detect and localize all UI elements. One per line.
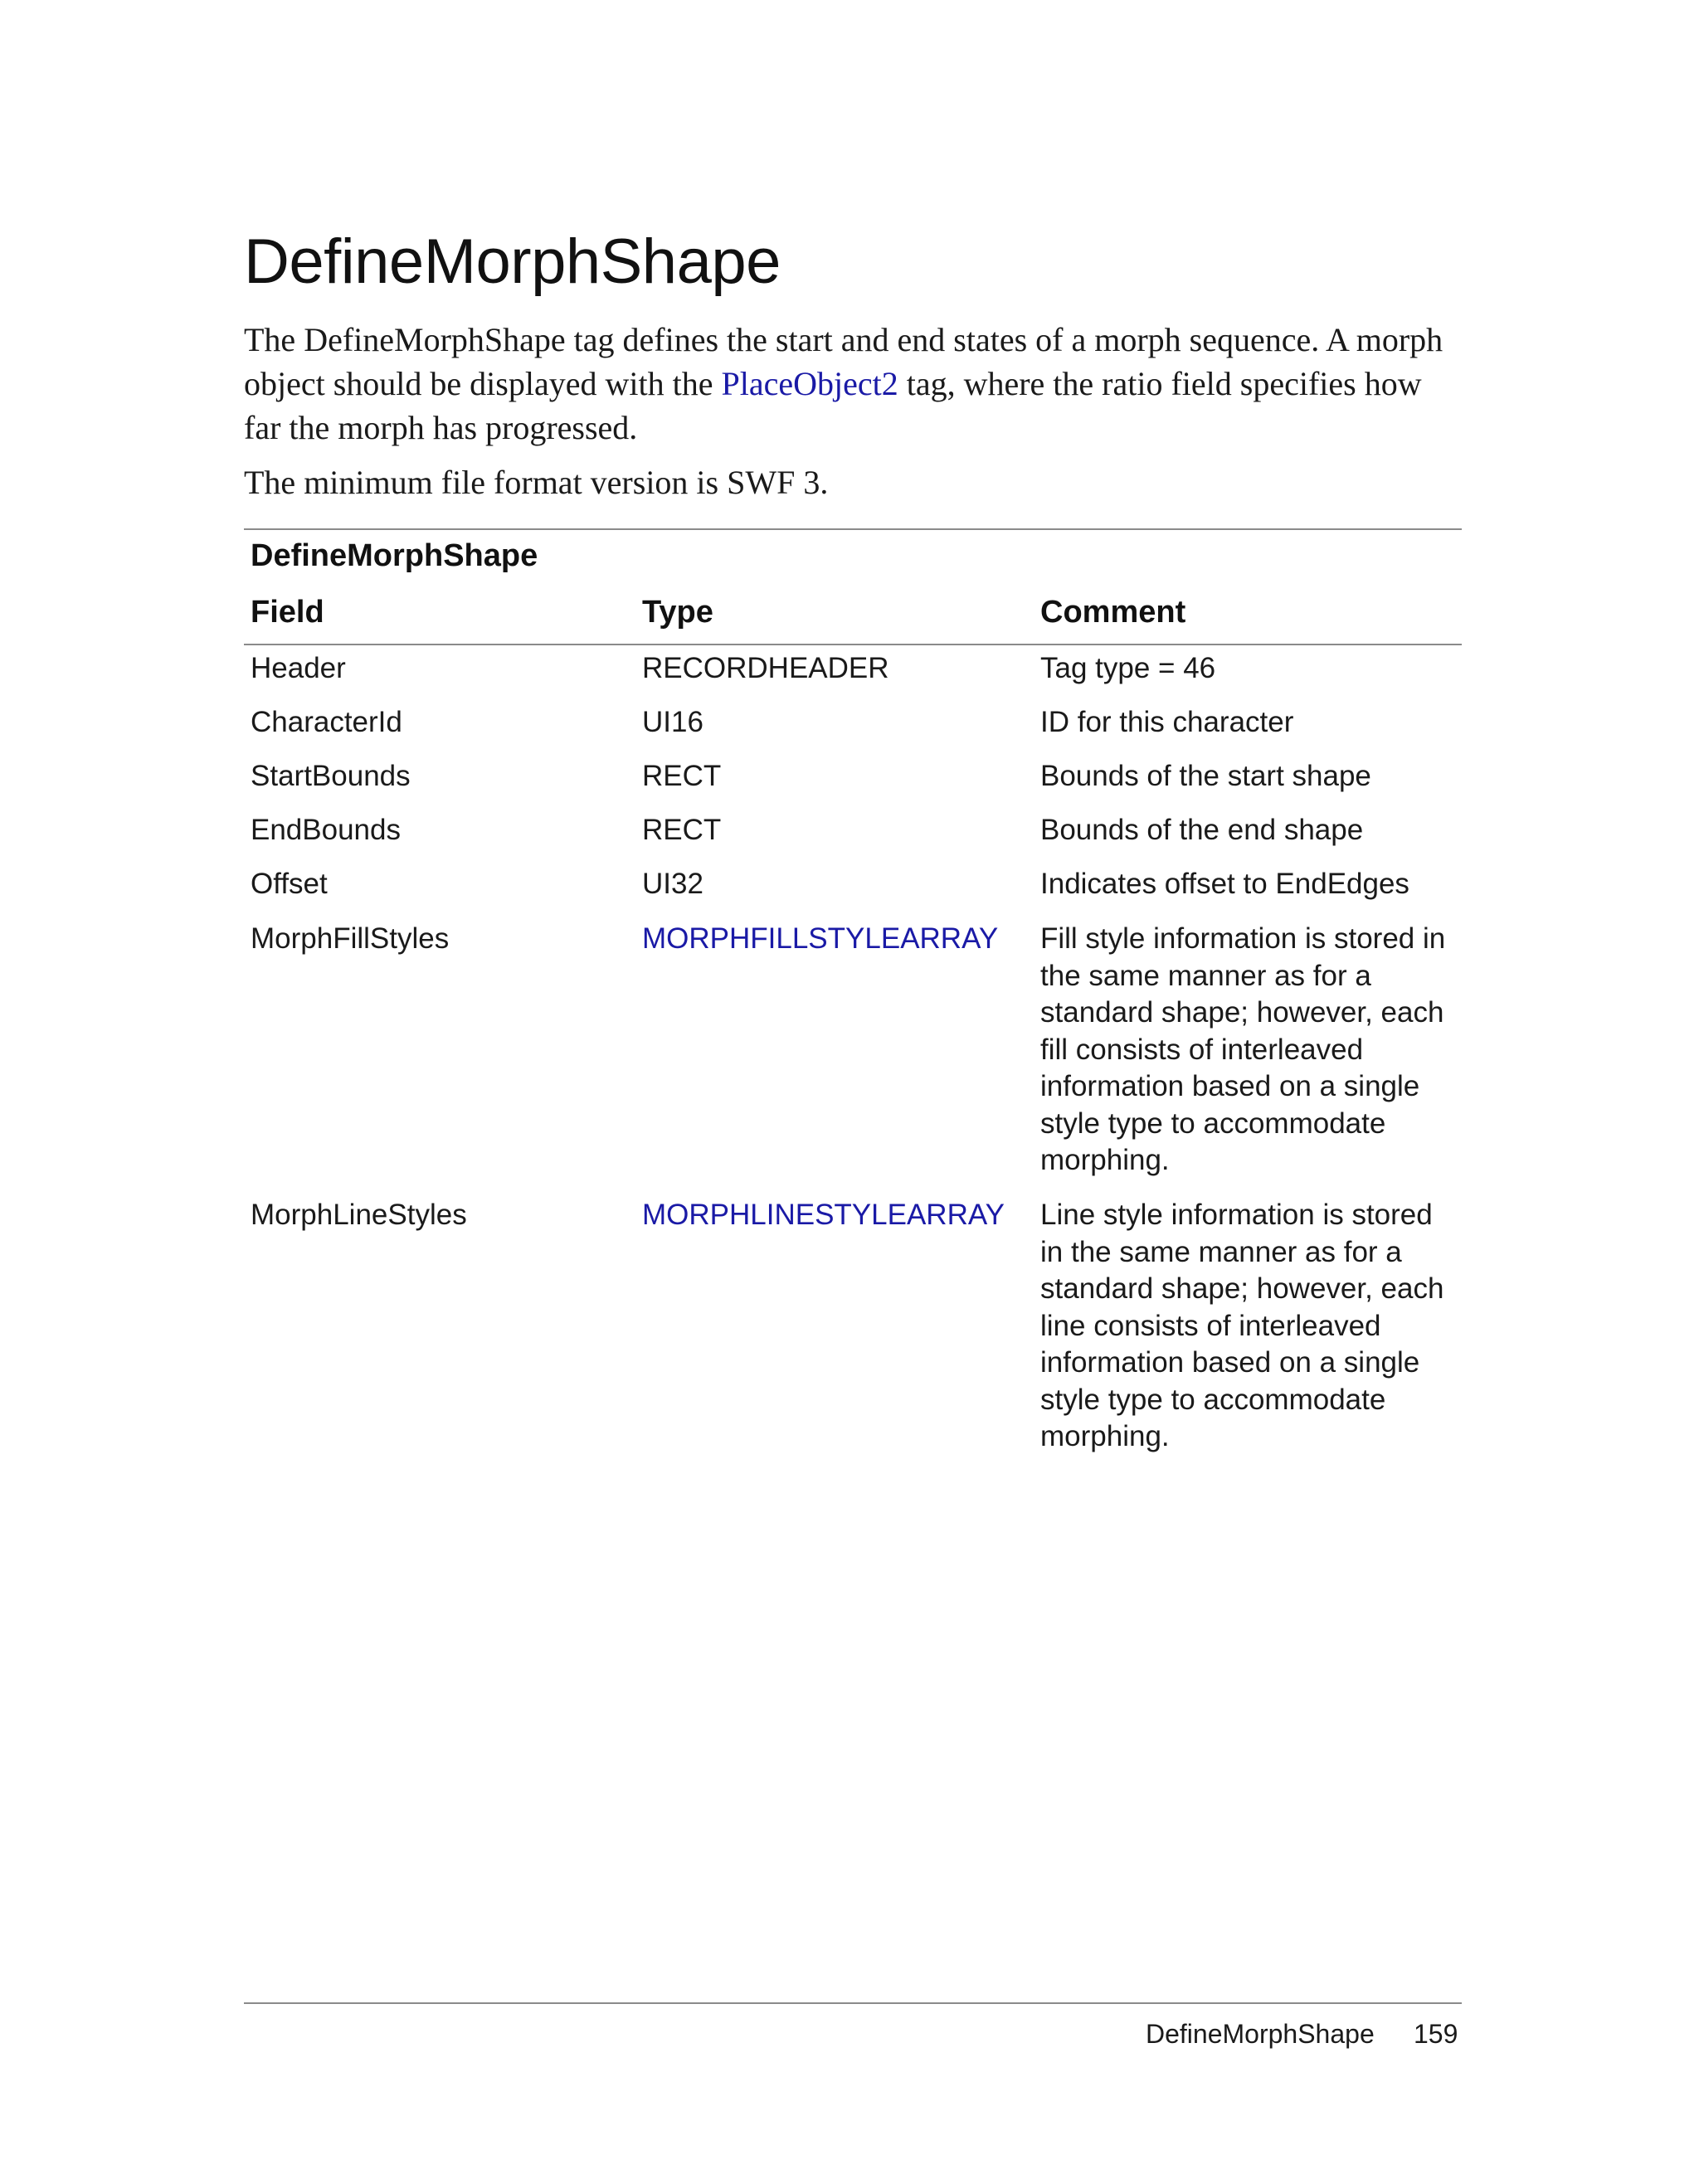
morphlinestylearray-link[interactable]: MORPHLINESTYLEARRAY: [642, 1199, 1005, 1231]
table-caption: DefineMorphShape: [251, 538, 538, 573]
cell-comment: Bounds of the end shape: [1040, 814, 1364, 846]
cell-field: StartBounds: [251, 760, 411, 792]
table-top-rule: [244, 528, 1462, 530]
header-type: Type: [642, 595, 713, 630]
cell-type: RECT: [642, 814, 722, 846]
page-title: DefineMorphShape: [244, 226, 781, 297]
cell-comment: Line style information is stored in the same manner as for a standard shape; however, each line consists of interleaved information based on a single style type to accommodate morphing.: [1040, 1199, 1444, 1452]
cell-comment: Indicates offset to EndEdges: [1040, 868, 1409, 900]
document-page: [244, 0, 1462, 2184]
intro-paragraph: [244, 318, 1462, 450]
footer-rule: [244, 2002, 1462, 2004]
morphfillstylearray-link[interactable]: MORPHFILLSTYLEARRAY: [642, 922, 999, 955]
cell-type: RECT: [642, 760, 722, 792]
cell-comment: ID for this character: [1040, 706, 1294, 738]
footer-section-title: DefineMorphShape: [1146, 2019, 1375, 2049]
cell-field: MorphLineStyles: [251, 1199, 467, 1231]
version-paragraph: The minimum file format version is SWF 3.: [244, 464, 829, 501]
cell-field: Header: [251, 652, 346, 684]
cell-field: Offset: [251, 868, 328, 900]
cell-type: RECORDHEADER: [642, 652, 889, 684]
cell-type: UI32: [642, 868, 703, 900]
cell-comment: Fill style information is stored in the same manner as for a standard shape; however, each fill consists of interleaved information based on a single style type to accommodate morphing.: [1040, 922, 1446, 1176]
cell-comment: Bounds of the start shape: [1040, 760, 1371, 792]
intro-text-before-link: The DefineMorphShape tag defines the start and end states of a morph sequence. A morph object should be displayed with the: [244, 321, 1443, 402]
page-number: 159: [1414, 2019, 1458, 2049]
placeobject2-link[interactable]: PlaceObject2: [721, 365, 898, 402]
cell-type: UI16: [642, 706, 703, 738]
header-field: Field: [251, 595, 324, 630]
header-comment: Comment: [1040, 595, 1186, 630]
intro-text-after-link: tag, where the ratio field specifies how far the morph has progressed.: [244, 365, 1422, 446]
cell-comment: Tag type = 46: [1040, 652, 1216, 684]
cell-field: MorphFillStyles: [251, 922, 450, 955]
cell-field: EndBounds: [251, 814, 401, 846]
table-header-rule: [244, 644, 1462, 645]
cell-field: CharacterId: [251, 706, 402, 738]
